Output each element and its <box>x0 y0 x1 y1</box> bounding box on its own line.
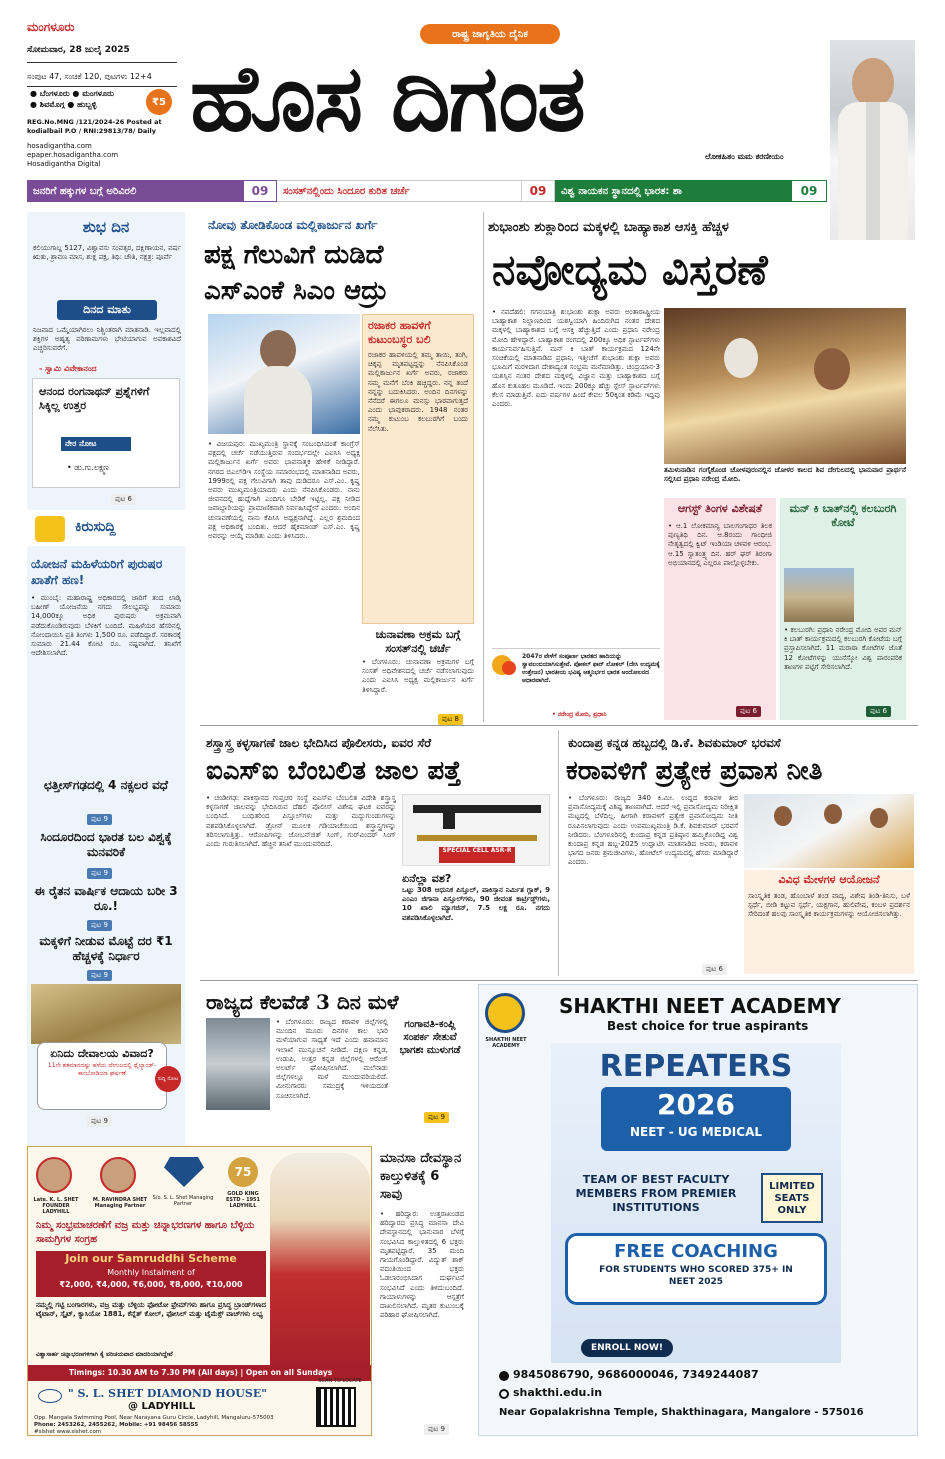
kharge-sidebar-text: ರಜಾಕರ ಹಾವಳಿಯಲ್ಲಿ ತಮ್ಮ ತಾಯಿ, ತಂಗಿ, ಚಿಕ್ಕಪ್ಪ ಮೃತಪಟ್ಟದ್ದನ್ನು ನೆನಪಿಸಿಕೊಂಡ ಮಲ್ಲಿಕಾರ್ಜುನ ಖರ್ಗೆ ಅವರು, ರಜಾಕರು ನಮ್ಮ ಮನೆಗೆ ಬೆಂಕಿ ಹಚ್ಚಿದ್ದರು. ನನ್ನ ತಂದೆ ನನ್ನನ್ನು ಬದುಕಿಸಿದರು. ಅಂದಿನ ದಿನಗಳನ್ನು ನೆನೆದರೆ ಈಗಲೂ ಮನಸ್ಸು ಭಾರವಾಗುತ್ತದೆ ಎಂದು ಭಾವುಕರಾದರು. 1948 ನಂತರ ನಮ್ಮ ಕುಟುಂಬ ಕಲಬುರಗಿಗೆ ಬಂದು ನೆಲೆಸಿತು. <box>368 351 468 433</box>
kharge-sidebar-title: ರಜಾಕರ ಹಾವಳಿಗೆ ಕುಟುಂಬಸ್ಥರ ಬಲಿ <box>368 319 431 346</box>
kalaburagi-box-title: ಮನ್ ಕಿ ಬಾತ್‌ನಲ್ಲಿ ಕಲಬುರಗಿ ಕೋಟೆ <box>789 502 897 529</box>
rain-body: • ಬೆಂಗಳೂರು: ರಾಜ್ಯದ ಕರಾವಳಿ ಜಿಲ್ಲೆಗಳಲ್ಲಿ ಮುಂದಿನ ಮೂರು ದಿನಗಳ ಕಾಲ ಭಾರಿ ಮಳೆಯಾಗುವ ಸಾಧ್ಯತೆ ಇದೆ ಎಂದು ಹವಾಮಾನ ಇಲಾಖೆ ಮುನ್ಸೂಚನೆ ನೀಡಿದೆ. ದಕ್ಷಿಣ ಕನ್ನಡ, ಉಡುಪಿ, ಉತ್ತರ ಕನ್ನಡ ಜಿಲ್ಲೆಗಳಲ್ಲಿ ಆರೆಂಜ್ ಅಲರ್ಟ್ ಘೋಷಿಸಲಾಗಿದೆ. ಮಲೆನಾಡು ಜಿಲ್ಲೆಗಳಲ್ಲೂ ಮಳೆ ಮುಂದುವರಿಯಲಿದೆ. ಮೀನುಗಾರರು ಸಮುದ್ರಕ್ಕೆ ಇಳಿಯದಂತೆ ಸೂಚಿಸಲಾಗಿದೆ. <box>276 1018 388 1100</box>
shet-kn-desc: ನಮ್ಮಲ್ಲಿ ಗಟ್ಟಿ ಬಂಗಾರಗಳು, ವಜ್ರ ಮತ್ತು ಬೆಳ್ಳಿಯ ಫೋಟೋ ಫ್ರೇಮ್‌ಗಳು ಹಾಗೂ ಪ್ರಸಿದ್ಧ ಬ್ರಾಂಡ್‌ಗಳಾದ ಟೈಟಾನ್, ಸ್ಕೈಟ್, ಕ್ಯಾಸಿಯೋ 1881, ಕೆನ್ನೆತ್ ಕೋಲ್, ಫೋಸಿಲ್ ಮತ್ತು ಟೈಮೆಕ್ಸ್ ವಾಚ್‌ಗಳು ಲಭ್ಯ <box>36 1301 266 1319</box>
brief-2-page[interactable]: ಪುಟ 9 <box>87 814 112 825</box>
neet-web[interactable]: shakthi.edu.in <box>513 1386 603 1399</box>
august-box-text: • ಆ.1 ಲೋಕಮಾನ್ಯ ಬಾಲಗಂಗಾಧರ ತಿಲಕ ಪುಣ್ಯತಿಥಿ ದಿನ. ಆ.8ರಂದು ಗಾಂಧೀಜಿ ನೇತೃತ್ವದಲ್ಲಿ ಕ್ವಿಟ್ ಇಂಡಿಯಾ ಚಳವಳಿ ಆರಂಭ. ಆ.15 ಸ್ವಾತಂತ್ರ್ಯ ದಿನ. ಹರ್ ಘರ್ ತಿರಂಗಾ ಅಭಿಯಾನದಲ್ಲಿ ಎಲ್ಲರೂ ಪಾಲ್ಗೊಳ್ಳಬೇಕು. <box>668 522 772 567</box>
bridge-title: ಗಂಗಾವತಿ-ಕಂಪ್ಲಿ ಸಂಪರ್ಕ ಸೇತುವೆ ಭಾಗಶಃ ಮುಳುಗಡೆ <box>399 1019 461 1056</box>
seized-text: ಒಟ್ಟು 308 ಆಧುನಿಕ ಪಿಸ್ತೂಲ್, ಪಾಕಿಸ್ತಾನ ನಿರ್ಮಿತ ಗ್ಲಾಕ್, 9 ಎಂಎಂ ಜಿಗಾನಾ ಪಿಸ್ತೂಲ್‌ಗಳು, 90 ಜೀವಂತ ಕಾರ್ಟ್ರಿಡ್ಜ್‌ಗಳು, 10 ಖಾಲಿ ಮ್ಯಾಗಜಿನ್, 7.5 ಲಕ್ಷ ರೂ. ನಗದು ವಶಪಡಿಸಿಕೊಳ್ಳಲಾಗಿದೆ. <box>402 886 550 922</box>
motto: ಲೋಕಹಿತಂ ಮಮ ಕರಣೀಯಂ <box>705 152 784 161</box>
kirusuddi-title: ಕಿರುಸುದ್ದಿ <box>75 519 116 535</box>
brand-small: S/o. S. L. Shet Managing Partner <box>152 1195 214 1207</box>
quote-author: - ಸ್ವಾಮಿ ವಿವೇಕಾನಂದ <box>39 364 97 373</box>
kharge-sidebar-2-text: • ಬೆಂಗಳೂರು: ಚುನಾವಣಾ ಅಕ್ರಮಗಳ ಬಗ್ಗೆ ಸಂಸತ್ ಅಧಿವೇಶನದಲ್ಲಿ ಚರ್ಚೆ ನಡೆಸಲಾಗುವುದು ಎಂದು ಎಐಸಿಸಿ ಅಧ್ಯಕ್ಷ ಮಲ್ಲಿಕಾರ್ಜುನ ಖರ್ಗೆ ತಿಳಿಸಿದ್ದಾರೆ. <box>362 658 474 694</box>
rain-photo <box>206 1018 270 1110</box>
strip-item-2[interactable] <box>277 180 521 202</box>
globe-icon <box>499 1389 509 1399</box>
phone-icon <box>499 1371 509 1381</box>
strip-page-3-text: 09 <box>800 184 818 198</box>
limited-seats: LIMITED SEATS ONLY <box>761 1173 823 1223</box>
isi-body: • ಚಂಡೀಗಢ: ಪಾಕಿಸ್ತಾನದ ಗುಪ್ತಚರ ಸಂಸ್ಥೆ ಐಎಸ್‌ಐ ಬೆಂಬಲಿತ ವಿದೇಶಿ ಶಸ್ತ್ರಾಸ್ತ್ರ ಕಳ್ಳಸಾಗಣೆ ಜಾಲವನ್ನು ಭೇದಿಸಿರುವ ದೆಹಲಿ ಪೊಲೀಸ್ ವಿಶೇಷ ಘಟಕ ಐವರನ್ನು ಬಂಧಿಸಿದೆ. ಬಂಧಿತರಿಂದ ಪಿಸ್ತೂಲ್‌ಗಳು ಮತ್ತು ಮದ್ದುಗುಂಡುಗಳನ್ನು ವಶಪಡಿಸಿಕೊಳ್ಳಲಾಗಿದೆ. ಡ್ರೋನ್ ಮೂಲಕ ಗಡಿಯಾಚೆಯಿಂದ ಶಸ್ತ್ರಾಸ್ತ್ರಗಳನ್ನು ತರಿಸಲಾಗುತ್ತಿತ್ತು. ಆರೋಪಿಗಳನ್ನು ಜೋಬನ್‌ಜಿತ್ ಸಿಂಗ್, ಗುರ್‌ವಿಂದರ್ ಸಿಂಗ್ ಎಂದು ಗುರುತಿಸಲಾಗಿದೆ. ಹೆಚ್ಚಿನ ತನಿಖೆ ಮುಂದುವರಿದಿದೆ. <box>206 794 396 849</box>
panchanga-text: ಕಲಿಯುಗಾಬ್ದ 5127, ವಿಶ್ವಾವಸು ಸಂವತ್ಸರ, ದಕ್ಷಿಣಾಯನ, ವರ್ಷ ಋತು, ಶ್ರಾವಣ ಮಾಸ, ಶುಕ್ಲ ಪಕ್ಷ, ತಿಥಿ: ಚೌತಿ, ನಕ್ಷತ್ರ: ಪೂರ್ವೆ <box>33 244 181 262</box>
kharge-body: • ವಿಜಯಪುರ: ಮುಖ್ಯಮಂತ್ರಿ ಸ್ಥಾನಕ್ಕೆ ಸಂಬಂಧಿಸಿದಂತೆ ಕಾಂಗ್ರೆಸ್ ಪಕ್ಷದಲ್ಲಿ ಚರ್ಚೆ ನಡೆಯುತ್ತಿರುವ ಸಂದರ್ಭದಲ್ಲೇ ಎಐಸಿಸಿ ಅಧ್ಯಕ್ಷ ಮಲ್ಲಿಕಾರ್ಜುನ ಖರ್ಗೆ ಅವರು ಭಾವನಾತ್ಮಕ ಹೇಳಿಕೆ ನೀಡಿದ್ದಾರೆ. ನಗರದ ಬಿಎಲ್‌ಡಿಇ ಸಂಸ್ಥೆಯ ಸಮಾರಂಭದಲ್ಲಿ ಮಾತನಾಡಿದ ಅವರು, 1999ರಲ್ಲಿ ಪಕ್ಷ ಗೆಲುವಿಗಾಗಿ ತಾವು ದುಡಿದರೂ ಎಸ್.ಎಂ. ಕೃಷ್ಣ ಅವರು ಮುಖ್ಯಮಂತ್ರಿಯಾದರು ಎಂದು ನೆನಪಿಸಿಕೊಂಡರು. ನಾನು ಜೀವನದಲ್ಲಿ ಹುದ್ದೆಗಾಗಿ ಎಂದಿಗೂ ಬೇಡಿಕೆ ಇಟ್ಟಿಲ್ಲ. ಪಕ್ಷ ನೀಡಿದ ಜವಾಬ್ದಾರಿಯನ್ನು ಪ್ರಾಮಾಣಿಕವಾಗಿ ನಿರ್ವಹಿಸಿದ್ದೇನೆ ಎಂದರು. ಅಂದಿನ ಚುನಾವಣೆಯಲ್ಲಿ ನಾನು ಕೆಪಿಸಿಸಿ ಅಧ್ಯಕ್ಷನಾಗಿದ್ದೆ. ಎಲ್ಲರ ಶ್ರಮದಿಂದ ಪಕ್ಷ ಅಧಿಕಾರಕ್ಕೆ ಬಂದಿತು. ಆದರೆ ಹೈಕಮಾಂಡ್ ಎಸ್.ಎಂ. ಕೃಷ್ಣ ಅವರನ್ನು ಆಯ್ಕೆ ಮಾಡಿತು ಎಂದು ತಿಳಿಸಿದರು. <box>208 440 360 541</box>
rain-headline: ರಾಜ್ಯದ ಕೆಲವೆಡೆ 3 ದಿನ ಮಳೆ <box>206 990 399 1014</box>
timings-bar: Timings: 10.30 AM to 7.30 PM (All days) | Open on all Sundays <box>28 1365 372 1381</box>
event-box-title: ವಿವಿಧ ಮೇಳಗಳ ಆಯೋಜನೆ <box>778 873 880 886</box>
date-label: ಸೋಮವಾರ, 28 ಜುಲೈ 2025 <box>27 45 130 55</box>
dks-page[interactable]: ಪುಟ 6 <box>702 964 727 975</box>
brief-1-title[interactable]: ಯೋಜನೆ ಮಹಿಳೆಯರಿಗೆ ಪುರುಷರ ಖಾತೆಗೆ ಹಣ! <box>31 557 163 587</box>
founder-photo <box>36 1157 72 1193</box>
column-box-author: • ಡು.ಗು.ಲಕ್ಷ್ಮಣ <box>67 463 109 472</box>
brief-4-title[interactable]: ಈ ರೈತನ ವಾರ್ಷಿಕ ಆದಾಯ ಬರೀ 3 ರೂ.! <box>34 884 178 913</box>
neet-tagline: Best choice for true aspirants <box>607 1019 809 1033</box>
brief-4-page[interactable]: ಪುಟ 9 <box>87 920 112 931</box>
neet-phone[interactable]: 9845086790, 9686000046, 7349244087 <box>513 1368 759 1381</box>
web-link[interactable]: hosadigantha.com <box>27 142 92 150</box>
dks-headline: ಕರಾವಳಿಗೆ ಪ್ರತ್ಯೇಕ ಪ್ರವಾಸ ನೀತಿ <box>566 756 823 786</box>
course-text: NEET - UG MEDICAL <box>629 1125 763 1139</box>
diamond-logo <box>164 1157 204 1187</box>
brief-5-page[interactable]: ಪುಟ 9 <box>87 970 112 981</box>
modi-quote-text: 2047ರ ವೇಳೆಗೆ ಸಂಪೂರ್ಣ ಭಾರತದ ಹಾದಿಯನ್ನು ಸ್ವಾವಲಂಬಿಯಾಗಿಸುತ್ತೇವೆ. ಪೋಕಲ್ ಫಾರ್ ಲೋಕಲ್ (ದೇಸಿ ಉದ್ಯಮಕ್ಕೆ ಉತ್ತೇಜನ) ಭಾರತೀಯ ಭವಿಷ್ಯ ಆತ್ಮನಿರ್ಭರ ಭಾರತ ಆಂದೋಲನದ ಆಧಾರವಾಗಿದೆ. <box>522 653 660 684</box>
stampede-story <box>376 1146 468 1436</box>
dks-body: • ಬೆಂಗಳೂರು: ರಾಜ್ಯದ 340 ಕಿ.ಮೀ. ಉದ್ದದ ಕರಾವಳಿ ತೀರ ಪ್ರವಾಸೋದ್ಯಮಕ್ಕೆ ವಿಶಿಷ್ಟ ತಾಣವಾಗಿದೆ. ಆದರೆ ಇಲ್ಲಿ ಪ್ರವಾಸೋದ್ಯಮ ನಿರೀಕ್ಷಿತ ಮಟ್ಟದಲ್ಲಿ ಬೆಳೆದಿಲ್ಲ. ಹೀಗಾಗಿ ಕರಾವಳಿಗೆ ಪ್ರತ್ಯೇಕ ಪ್ರವಾಸೋದ್ಯಮ ನೀತಿ ರೂಪಿಸಲಾಗುವುದು ಎಂದು ಉಪಮುಖ್ಯಮಂತ್ರಿ ಡಿ.ಕೆ. ಶಿವಕುಮಾರ್ ಭರವಸೆ ನೀಡಿದರು. ಬೆಂಗಳೂರಿನಲ್ಲಿ ಕುಂದಾಪ್ರ ಕನ್ನಡ ಪ್ರತಿಷ್ಠಾನ ಹಮ್ಮಿಕೊಂಡಿದ್ದ ವಿಶ್ವ ಕುಂದಾಪ್ರ ಕನ್ನಡ ಹಬ್ಬ-2025 ಉದ್ಘಾಟಿಸಿ ಮಾತನಾಡಿದ ಅವರು, ಕರಾವಳಿ ಭಾಗದ ಜನರು ಶ್ರಮಜೀವಿಗಳು, ಹೋಟೆಲ್ ಉದ್ಯಮದಲ್ಲಿ ಹೆಸರು ಮಾಡಿದ್ದಾರೆ ಎಂದರು. <box>568 794 738 867</box>
repeaters-text: REPEATERS <box>599 1049 793 1084</box>
price-text: ₹5 <box>152 96 166 108</box>
neet-brand: SHAKTHI NEET ACADEMY <box>559 994 841 1018</box>
model-photo <box>270 1153 370 1373</box>
kharge-photo <box>208 314 360 434</box>
scan-label: SCAN TO LOCATE <box>318 1378 362 1384</box>
digital-link[interactable]: Hosadigantha Digital <box>27 160 101 168</box>
photo-caption: ತಮಿಳುನಾಡಿನ ಗಂಗೈಕೊಂಡ ಚೋಳಪುರಂನಲ್ಲಿನ ಚೋಳರ ಕಾಲದ ಶಿವ ದೇಗುಲದಲ್ಲಿ ಭಾನುವಾರ ಪ್ರಾರ್ಥನೆ ಸಲ್ಲಿಸಿದ ಪ್ರಧಾನಿ ನರೇಂದ್ರ ಮೋದಿ. <box>664 466 906 484</box>
scheme-sub: Monthly Instalment of <box>107 1268 195 1277</box>
temple-image <box>31 984 181 1044</box>
shop-social[interactable]: #slshet www.slshet.com <box>34 1429 102 1435</box>
strip-page-3 <box>791 180 827 202</box>
temple-page[interactable]: ಪುಟ 9 <box>87 1116 112 1127</box>
august-box <box>664 498 776 720</box>
kharge-headline-1: ಪಕ್ಷ ಗೆಲುವಿಗೆ ದುಡಿದೆ <box>204 240 384 270</box>
fort-photo <box>784 568 854 622</box>
dks-photo <box>744 794 914 868</box>
kharge-sidebar-2 <box>362 628 474 722</box>
shet-kn-footer: ವಿಶ್ವಾಸಾರ್ಹ ಚಿನ್ನಾಭರಣಗಳಿಗಾಗಿ ಕೈ ಪರಿಚಯವಾದ ಮಾದರಿಯಾಗಿದ್ದೇವೆ <box>36 1351 173 1358</box>
bridge-page[interactable]: ಪುಟ 9 <box>424 1112 449 1123</box>
isi-headline: ಐಎಸ್‌ಐ ಬೆಂಬಲಿತ ಜಾಲ ಪತ್ತೆ <box>206 756 462 786</box>
modi-quote <box>492 648 660 722</box>
shubha-dina-title: ಶುಭ ದಿನ <box>82 218 130 236</box>
shet-diamond-ad[interactable] <box>27 1146 372 1436</box>
scheme-amounts: ₹2,000, ₹4,000, ₹6,000, ₹8,000, ₹10,000 <box>59 1280 243 1289</box>
startup-body: • ನವದೆಹಲಿ: ಗಗನಯಾತ್ರಿ ಶುಭಾಂಶು ಶುಕ್ಲಾ ಅವರು ಅಂತಾರಾಷ್ಟ್ರೀಯ ಬಾಹ್ಯಾಕಾಶ ನಿಲ್ದಾಣದಿಂದ ಯಶಸ್ವಿಯಾಗಿ ಹಿಂದಿರುಗಿದ ನಂತರ ದೇಶದ ಮಕ್ಕಳಲ್ಲಿ ಬಾಹ್ಯಾಕಾಶದ ಬಗ್ಗೆ ಆಸಕ್ತಿ ಹೆಚ್ಚುತ್ತಿದೆ ಎಂದು ಪ್ರಧಾನಿ ನರೇಂದ್ರ ಮೋದಿ ಹೇಳಿದ್ದಾರೆ. ಬಾಹ್ಯಾಕಾಶ ರಂಗದಲ್ಲಿ 200ಕ್ಕೂ ಅಧಿಕ ಸ್ಟಾರ್ಟಪ್‌ಗಳು ಕಾರ್ಯನಿರ್ವಹಿಸುತ್ತಿವೆ. ಮನ್ ಕಿ ಬಾತ್ ಕಾರ್ಯಕ್ರಮದ 124ನೇ ಸಂಚಿಕೆಯಲ್ಲಿ ಮಾತನಾಡಿದ ಪ್ರಧಾನಿ, ಇತ್ತೀಚೆಗೆ ಶುಭಾಂಶು ಶುಕ್ಲಾ ಅವರು ಭೂಮಿಗೆ ಮರಳಿದಾಗ ದೇಶಾದ್ಯಂತ ಸಂಭ್ರಮ ಮನೆಮಾಡಿತ್ತು. ಚಂದ್ರಯಾನ-3 ಯಶಸ್ಸಿನ ನಂತರ ದೇಶದ ಮಕ್ಕಳಲ್ಲಿ ವಿಜ್ಞಾನ ಮತ್ತು ಬಾಹ್ಯಾಕಾಶದ ಬಗ್ಗೆ ಹೊಸ ಕುತೂಹಲ ಮೂಡಿದೆ. ಇಂದು 200ಕ್ಕೂ ಹೆಚ್ಚು ಸ್ಪೇಸ್ ಸ್ಟಾರ್ಟಪ್‌ಗಳು ಕೆಲಸ ಮಾಡುತ್ತಿವೆ. ಐದು ವರ್ಷಗಳ ಹಿಂದೆ ಕೇವಲ 50ಕ್ಕಿಂತ ಕಡಿಮೆ ಇದ್ದವು ಎಂದರು. <box>492 308 660 409</box>
kalaburagi-box <box>780 498 906 720</box>
isi-kicker: ಶಸ್ತ್ರಾಸ್ತ್ರ ಕಳ್ಳಸಾಗಣೆ ಜಾಲ ಭೇದಿಸಿದ ಪೊಲೀಸರು, ಐವರ ಸೆರೆ <box>206 736 432 750</box>
kharge-sidebar-2-title: ಚುನಾವಣಾ ಅಕ್ರಮ ಬಗ್ಗೆ ಸಂಸತ್‌ನಲ್ಲಿ ಚರ್ಚೆ <box>375 628 461 655</box>
temple-title: ಏನಿದು ದೇವಾಲಯ ವಿವಾದ? <box>50 1047 154 1060</box>
free-coaching-box <box>565 1233 827 1305</box>
strip-item-2-text: ಸಂಸತ್‌ನಲ್ಲಿಂದು ಸಿಂದೂರ ಕುರಿತ ಚರ್ಚೆ <box>283 185 410 197</box>
startup-story <box>488 212 918 722</box>
temple-text: 11ನೇ ಶತಮಾನದಷ್ಟು ಹಳೆಯ ದೇಗುಲದಲ್ಲಿ ಥೈಲ್ಯಾಂಡ್-ಕಾಂಬೋಡಿಯಾ ಘರ್ಷಣೆ <box>47 1062 157 1077</box>
strip-page-2-text: 09 <box>529 184 547 198</box>
edition-label: ಮಂಗಳೂರು <box>27 20 75 34</box>
year-text: 2026 <box>657 1088 735 1121</box>
temple-box[interactable] <box>37 1042 167 1110</box>
free-coaching-sub: FOR STUDENTS WHO SCORED 375+ IN NEET 2025 <box>599 1265 793 1287</box>
stampede-body: • ಹರಿದ್ವಾರ: ಉತ್ತರಾಖಂಡದ ಹರಿದ್ವಾರದ ಪ್ರಸಿದ್ಧ ಮಾನಸಾ ದೇವಿ ದೇವಸ್ಥಾನದಲ್ಲಿ ಭಾನುವಾರ ಬೆಳಗ್ಗೆ ಸಂಭವಿಸಿದ ಕಾಲ್ತುಳಿತದಲ್ಲಿ 6 ಭಕ್ತರು ಮೃತಪಟ್ಟಿದ್ದಾರೆ. 35 ಮಂದಿ ಗಾಯಗೊಂಡಿದ್ದಾರೆ. ವಿದ್ಯುತ್ ಶಾಕ್ ವದಂತಿಯಿಂದ ಭಕ್ತರು ಓಡಲಾರಂಭಿಸಿದಾಗ ದುರ್ಘಟನೆ ಸಂಭವಿಸಿದೆ ಎಂದು ತಿಳಿದುಬಂದಿದೆ. ಗಾಯಾಳುಗಳನ್ನು ಆಸ್ಪತ್ರೆಗೆ ದಾಖಲಿಸಲಾಗಿದೆ. ಮೃತರ ಕುಟುಂಬಕ್ಕೆ ಪರಿಹಾರ ಘೋಷಿಸಲಾಗಿದೆ. <box>380 1210 464 1320</box>
editions-1: ● ಬೆಂಗಳೂರು ● ಮಂಗಳೂರು <box>30 89 114 98</box>
august-box-page[interactable]: ಪುಟ 6 <box>736 706 761 717</box>
august-box-title: ಆಗಸ್ಟ್ ತಿಂಗಳ ವಿಶೇಷತೆ <box>677 502 763 515</box>
quote-text: ನಿಜವಾದ ಒಮ್ಮೆಯಾಗಿರಲು ನಿಶ್ಚಿಂತರಾಗಿ ಮಾತನಾಡಿ. ಇಲ್ಲವಾದಲ್ಲಿ ಶಕ್ತಿಗಳ ಅಹೃತ್ಯ ಪರಿಣಾಮಗಳು ಭೇಟಿಯಾಗುವ ಅವಕಾಶವಿದೆ ಎಚ್ಚರಿಸುವರೆಗೆ. <box>33 326 181 353</box>
neet-main-panel <box>551 1043 841 1363</box>
column-box-tag <box>61 437 131 451</box>
brief-1-text: • ಮುಂಬೈ: ಮಹಾರಾಷ್ಟ್ರ ಅಧಿಕಾರದಲ್ಲಿ ಜಾರಿಗೆ ತಂದ ಲಾಡ್ಕಿ ಬಹೀಣ್ ಯೋಜನೆಯ ನಗದು ಸೌಲಭ್ಯವನ್ನು ಸುಮಾರು 14,000ಕ್ಕೂ ಅಧಿಕ ಪುರುಷರು ಅಕ್ರಮವಾಗಿ ಪಡೆದುಕೊಂಡಿರುವುದು ಬೆಳಕಿಗೆ ಬಂದಿದೆ. ಮಹಿಳೆಯರ ಹೆಸರಿನಲ್ಲಿ ನೋಂದಾಯಿಸಿ ಪ್ರತಿ ತಿಂಗಳು 1,500 ರೂ. ಪಡೆದಿದ್ದಾರೆ. ಸರಕಾರಕ್ಕೆ ಸುಮಾರು 21.44 ಕೋಟಿ ರೂ. ನಷ್ಟವಾಗಿದೆ. ತನಿಖೆಗೆ ಆದೇಶಿಸಲಾಗಿದೆ. <box>31 594 181 658</box>
brief-5-title[interactable]: ಮಕ್ಕಳಿಗೆ ನೀಡುವ ಮೊಟ್ಟೆ ದರ ₹1 ಹೆಚ್ಚಳಕ್ಕೆ ನಿರ್ಧಾರ <box>39 934 173 963</box>
strip-item-1[interactable] <box>27 180 243 202</box>
event-box-text: ಸಾಂಸ್ಕೃತಿಕ ತಂಡ, ಹೊಂಬಾಳೆ ತಂಡ ವಾದ್ಯ, ವಿಶೇಷ ತಿಂಡಿ-ತಿನಿಸು, ಬಳೆ ಸ್ಪರ್ಧೆ, ಬೀಡಿ ಕಟ್ಟುವ ಸ್ಪರ್ಧೆ, ಯಕ್ಷಗಾನ, ಹುಲಿವೇಷ, ಕಂಬಳ ಪ್ರದರ್ಶನ ಸೇರಿದಂತೆ ಹಲವು ಸಾಂಸ್ಕೃತಿಕ ಕಾರ್ಯಕ್ರಮಗಳನ್ನು ಆಯೋಜಿಸಲಾಗಿತ್ತು. <box>748 892 910 919</box>
newspaper-title: ಹೊಸ ದಿಗಂತ <box>190 44 584 152</box>
enroll-button[interactable]: ENROLL NOW! <box>581 1339 673 1357</box>
shop-phone[interactable]: Phone: 2453262, 2455262, Mobile: +91 98456 58555 <box>34 1422 199 1428</box>
scheme-box[interactable] <box>36 1251 266 1297</box>
epaper-link[interactable]: epaper.hosadigantha.com <box>27 151 119 159</box>
price-badge <box>146 89 172 115</box>
free-coaching-title: FREE COACHING <box>614 1241 778 1262</box>
kalaburagi-box-text: • ಕಲಬುರಗಿ: ಪ್ರಧಾನಿ ನರೇಂದ್ರ ಮೋದಿ ಅವರ ಮನ್ ಕಿ ಬಾತ್ ಕಾರ್ಯಕ್ರಮದಲ್ಲಿ ಕಲಬುರಗಿ ಕೋಟೆಯ ಬಗ್ಗೆ ಪ್ರಸ್ತಾಪಿಸಲಾಗಿದೆ. 11 ಮರಾಠಾ ಕೋಟೆಗಳ ಜೊತೆ 12 ಕೋಟೆಗಳನ್ನು ಯುನೆಸ್ಕೋ ವಿಶ್ವ ಪಾರಂಪರಿಕ ತಾಣಗಳ ಪಟ್ಟಿಗೆ ಸೇರಿಸಲಾಗಿದೆ. <box>784 626 902 671</box>
dks-kicker: ಕುಂದಾಪ್ರ ಕನ್ನಡ ಹಬ್ಬದಲ್ಲಿ ಡಿ.ಕೆ. ಶಿವಕುಮಾರ್ ಭರವಸೆ <box>568 736 781 750</box>
brief-3-page[interactable]: ಪುಟ 9 <box>87 868 112 879</box>
strip-page-1 <box>243 180 277 202</box>
tagline-text: ರಾಷ್ಟ್ರ ಜಾಗೃತಿಯ ದೈನಿಕ <box>452 28 528 40</box>
kharge-page[interactable]: ಪುಟ 8 <box>438 714 463 725</box>
leader-portrait <box>830 40 915 240</box>
stampede-headline: ಮಾನಸಾ ದೇವಸ್ಥಾನ ಕಾಲ್ತುಳಿತಕ್ಕೆ 6 ಸಾವು <box>380 1151 462 1202</box>
years-badge: 75 <box>228 1157 258 1187</box>
column-box-title: ಆನಂದ ರಂಗನಾಥನ್ ಪ್ರಶ್ನೆಗಳಿಗೆ ಸಿಕ್ಕಿಲ್ಲ ಉತ್ತರ <box>39 385 150 412</box>
modi-quote-author: • ನರೇಂದ್ರ ಮೋದಿ, ಪ್ರಧಾನಿ <box>552 711 607 718</box>
dinada-maatu-title: ದಿನದ ಮಾತು <box>57 300 157 320</box>
column-box-tag-text: ನೇರ ನೋಟ <box>65 439 97 448</box>
strip-item-1-text: ಜನರಿಗೆ ಹಕ್ಕುಗಳ ಬಗ್ಗೆ ಅರಿವಿರಲಿ <box>33 185 137 197</box>
kharge-story <box>200 212 478 722</box>
scheme-title: Join our Samruddhi Scheme <box>65 1252 237 1265</box>
headline-strip <box>27 180 827 202</box>
shop-location: @ LADYHILL <box>128 1401 196 1412</box>
founder-caption: Late. K. L. SHET FOUNDER LADYHILL <box>33 1197 79 1215</box>
partner-caption: M. RAVINDRA SHET Managing Partner <box>92 1197 148 1209</box>
neet-logo-text: SHAKTHI NEET ACADEMY <box>485 1037 527 1049</box>
kharge-kicker: ನೋವು ತೋಡಿಕೊಂಡ ಮಲ್ಲಿಕಾರ್ಜುನ ಖರ್ಗೆ <box>208 218 378 232</box>
neet-ad[interactable] <box>478 984 918 1436</box>
partner-photo <box>100 1157 136 1193</box>
shop-logo <box>38 1389 62 1403</box>
strip-item-3[interactable] <box>555 180 791 202</box>
strip-page-2 <box>521 180 555 202</box>
weapons-photo <box>402 794 550 866</box>
faculty-text: TEAM OF BEST FACULTY MEMBERS FROM PREMIER INSTITUTIONS <box>575 1173 737 1214</box>
startup-kicker: ಶುಭಾಂಶು ಶುಕ್ಲಾರಿಂದ ಮಕ್ಕಳಲ್ಲಿ ಬಾಹ್ಯಾಕಾಶ ಆಸಕ್ತಿ ಹೆಚ್ಚಳ <box>488 220 729 235</box>
startup-headline: ನವೋದ್ಯಮ ವಿಸ್ತರಣೆ <box>492 245 768 294</box>
masthead <box>0 0 945 180</box>
volume-label: ಸಂಪುಟ 47, ಸಂಚಿಕೆ 120, ಪುಟಗಳು 12+4 <box>27 72 152 81</box>
kharge-sidebar <box>362 314 474 624</box>
qr-code[interactable] <box>316 1387 356 1427</box>
shop-name: " S. L. SHET DIAMOND HOUSE" <box>68 1387 267 1400</box>
stampede-page[interactable]: ಪುಟ 9 <box>424 1424 449 1435</box>
reg-number: REG.No.MNG /121/2024-26 Posted at kodialbail P.O / RNI:29813/78/ Daily <box>27 118 162 135</box>
event-box <box>744 870 914 974</box>
brief-2-title[interactable]: ಛತ್ತೀಸ್‌ಗಢದಲ್ಲಿ 4 ನಕ್ಸಲರ ವಧೆ <box>43 778 169 792</box>
rain-story <box>200 984 470 1128</box>
dks-story <box>562 730 918 976</box>
bridge-box[interactable] <box>394 1018 466 1124</box>
column-box[interactable] <box>32 378 180 488</box>
temple-tag <box>155 1066 181 1092</box>
kharge-headline-2: ಎಸ್‌ಎಂಕೆ ಸಿಎಂ ಆದ್ರು <box>204 276 388 306</box>
seized-title: ಏನೆಲ್ಲಾ ವಶ? <box>402 872 452 885</box>
neet-logo <box>485 993 525 1033</box>
strip-item-3-text: ವಿಶ್ವ ನಾಯಕನ ಸ್ಥಾನದಲ್ಲಿ ಭಾರತ: ಶಾ <box>561 185 682 197</box>
year-banner <box>601 1087 791 1151</box>
kirusuddi-header <box>27 510 185 546</box>
shop-address: Opp. Mangala Swimming Pool, Near Narayana Guru Circle, Ladyhill, Mangaluru-575003 <box>34 1415 274 1421</box>
editions-2: ● ಶಿವಮೊಗ್ಗ ● ಹುಬ್ಬಳ್ಳಿ <box>30 100 97 109</box>
neet-address: Near Gopalakrishna Temple, Shakthinagara, Mangalore - 575016 <box>499 1407 864 1418</box>
special-cell-tag: SPECIAL CELL ASR-R <box>439 847 515 863</box>
modi-temple-photo <box>664 308 906 464</box>
gold-caption: GOLD KING ESTD - 1951 LADYHILL <box>225 1191 261 1209</box>
column-box-page[interactable]: ಪುಟ 6 <box>111 494 136 505</box>
temple-tag-text: ಸುದ್ದಿ ನೋಟ <box>157 1076 179 1082</box>
kalaburagi-box-page[interactable]: ಪುಟ 6 <box>866 706 891 717</box>
shet-kn-line: ನಿಮ್ಮ ಸಂಭ್ರಮಾಚರಣೆಗೆ ವಜ್ರ ಮತ್ತು ಚಿನ್ನಾಭರಣಗಳ ಹಾಗೂ ಬೆಳ್ಳಿಯ ಸಾಮಗ್ರಿಗಳ ಸಂಗ್ರಹ <box>36 1220 255 1245</box>
strip-page-1-text: 09 <box>251 184 269 198</box>
isi-story <box>200 730 554 976</box>
brief-3-title[interactable]: ಸಿಂದೂರದಿಂದ ಭಾರತ ಬಲ ವಿಶ್ವಕ್ಕೆ ಮನವರಿಕೆ <box>40 830 172 859</box>
